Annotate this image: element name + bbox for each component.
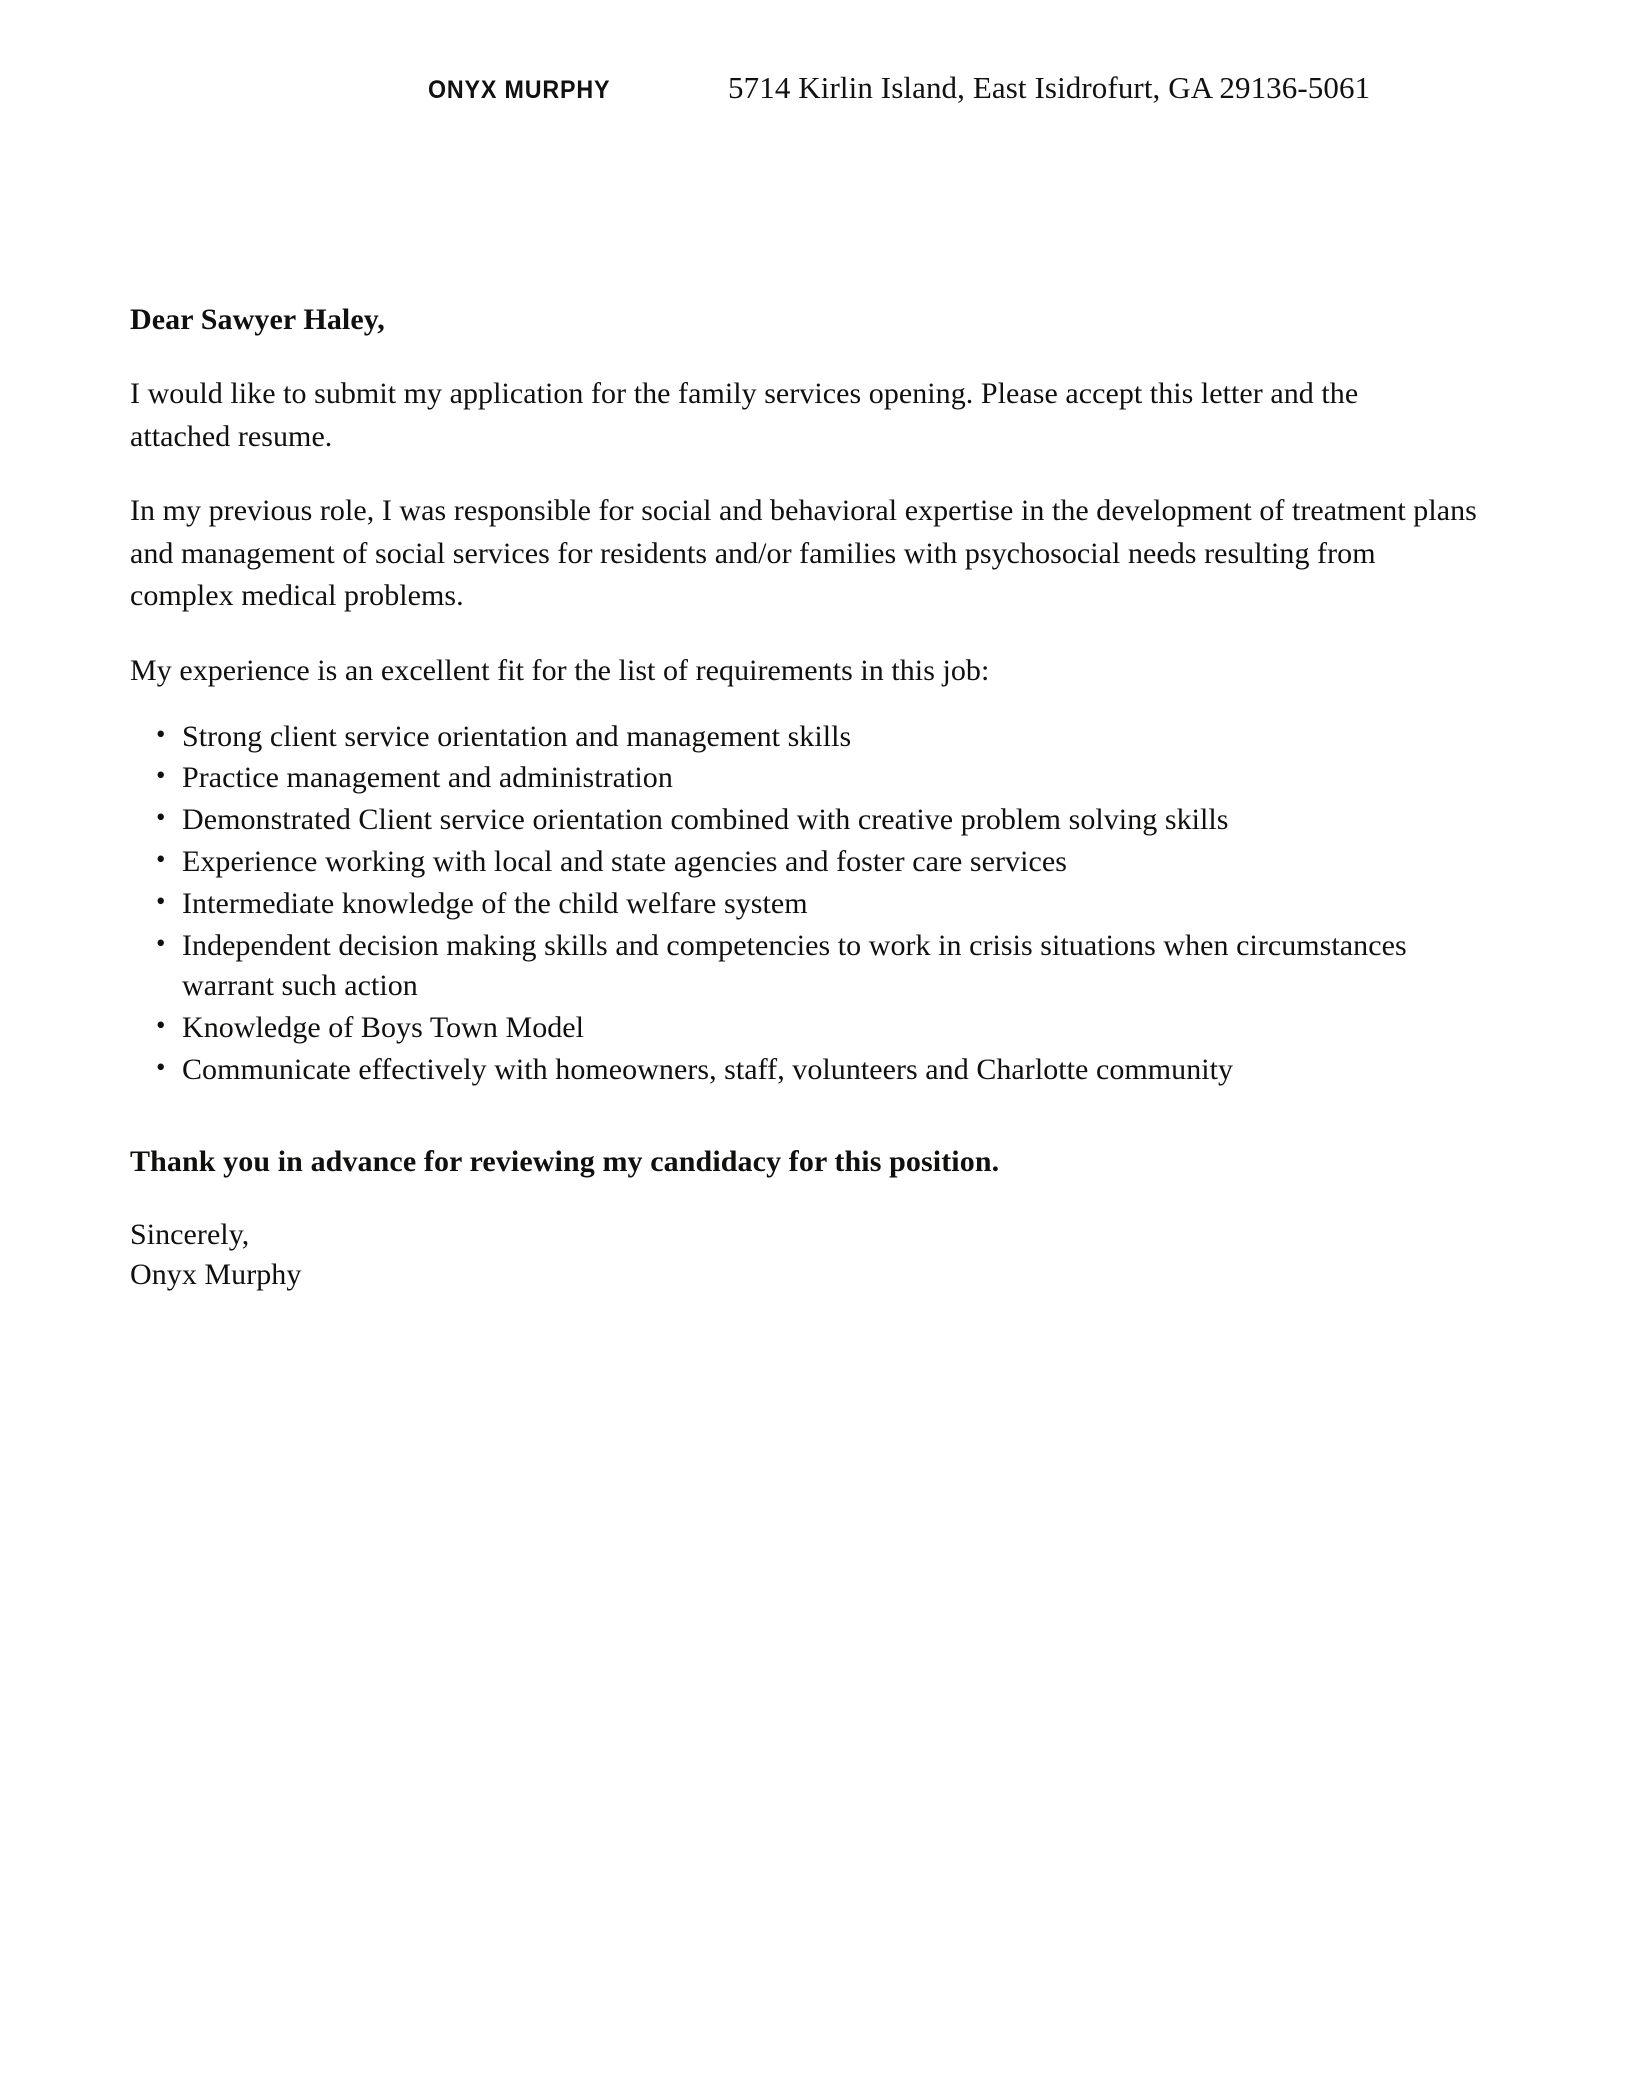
closing-statement: Thank you in advance for reviewing my candidacy for this position. [130, 1144, 1000, 1178]
signature-name: Onyx Murphy [130, 1257, 302, 1291]
paragraph-requirements-lead-in: My experience is an excellent fit for the list of requirements in this job: [130, 653, 990, 687]
list-item: • Knowledge of Boys Town Model [130, 1008, 1420, 1048]
requirements-list [130, 717, 1420, 1090]
signature-block [130, 1215, 1480, 1295]
letterhead-address: 5714 Kirlin Island, East Isidrofurt, GA 29136-5061 [728, 70, 1371, 105]
list-item: • Demonstrated Client service orientation combined with creative problem solving skills [130, 800, 1420, 840]
list-item: • Experience working with local and state agencies and foster care services [130, 842, 1420, 882]
letter-body [130, 300, 1480, 1295]
valediction: Sincerely, [130, 1218, 250, 1252]
list-item: • Strong client service orientation and management skills [130, 717, 1420, 757]
letterhead [0, 70, 1632, 106]
paragraph-previous-role: In my previous role, I was responsible for social and behavioral expertise in the development of treatment plans and management of social services for residents and/or families with psychosocial needs resulting from complex medical problems. [130, 494, 1477, 613]
list-item: • Communicate effectively with homeowners, staff, volunteers and Charlotte community [130, 1050, 1420, 1090]
list-item: • Independent decision making skills and competencies to work in crisis situations when circumstances warrant such action [130, 926, 1420, 1006]
list-item: • Practice management and administration [130, 758, 1420, 798]
paragraph-intro: I would like to submit my application for the family services opening. Please accept this letter and the attached resume. [130, 377, 1359, 453]
letterhead-name: ONYX MURPHY [428, 76, 611, 104]
salutation: Dear Sawyer Haley, [130, 303, 385, 336]
list-item: • Intermediate knowledge of the child welfare system [130, 884, 1420, 924]
